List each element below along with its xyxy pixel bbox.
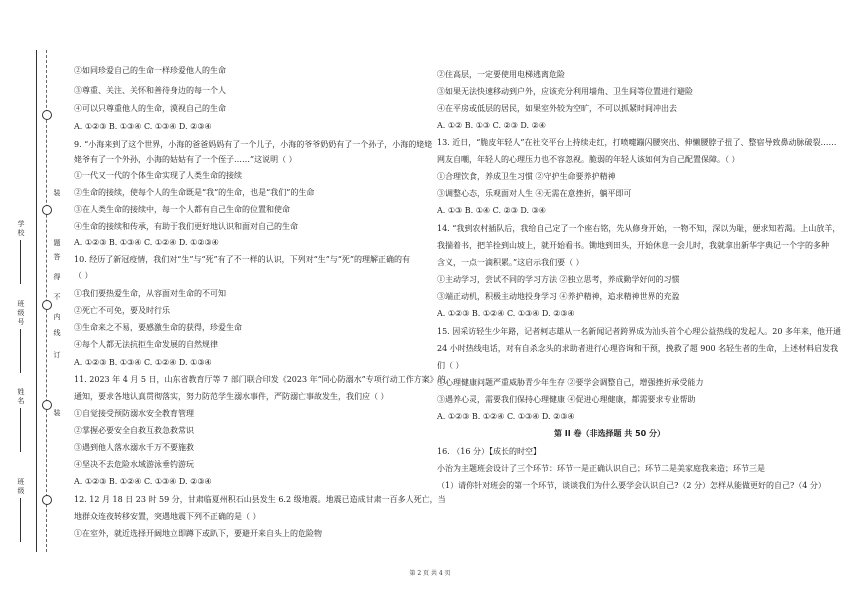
fill-in-line <box>20 329 22 373</box>
q14-stem: 我揣着书，把羊拴到山坡上，就开始看书。锄地到田头，开始休息一会儿时，我就拿出新华字典记一个字的多种 <box>437 241 829 250</box>
q10-option-2: ②死亡不可免，要及时行乐 <box>74 306 170 315</box>
q14-options: ①主动学习，尝试不同的学习方法 ②独立思考，养成勤学好问的习惯 <box>437 275 680 284</box>
q16-stem: 16. （16 分）【成长的时空】 <box>437 447 541 456</box>
q9-option-1: ①一代又一代的个体生命实现了人类生命的接续 <box>74 171 242 180</box>
seal-text: 内 <box>53 313 61 321</box>
q10-stem: 10. 经历了新冠疫情，我们对“生”与“死”有了不一样的认识，下列对“生”与“死”的理解正确的有 <box>74 255 410 264</box>
q16-subquestion: （1）请你针对班会的第一个环节，谈谈我们为什么要学会认识自己?（2 分）怎样从能做更好的自己?（4 分） <box>437 481 826 490</box>
q12-option-4: ④在平房或低层的居民，如果室外较为空旷，不可以抓紧时间冲出去 <box>437 104 677 113</box>
section-title: 第 II 卷（非选择题 共 50 分） <box>553 429 665 438</box>
q12-option-3: ③如果无法快速移动到户外，应该充分利用墙角、卫生间等位置进行避险 <box>437 87 693 96</box>
q13-options: ①合理饮食，养成卫生习惯 ②守护生命要养护精神 <box>437 172 616 181</box>
q11-option-2: ②掌握必要安全自救互救急救常识 <box>74 426 194 435</box>
q9-stem: 9. “小海来到了这个世界，小海的爸爸妈妈有了一个儿子，小海的爷爷奶奶有了一个孙子，小海的姥姥 <box>74 140 433 149</box>
page-footer: 第 2 页 共 4 页 <box>409 570 451 577</box>
binding-hole-icon <box>42 495 52 505</box>
q10-option-4: ④每个人都无法抗拒生命发展的自然规律 <box>74 340 218 349</box>
q15-stem: 们（ ） <box>437 361 464 370</box>
q14-options: ③端正动机，积极主动地投身学习 ④养护精神，追求精神世界的充盈 <box>437 292 680 301</box>
exam-number-field[interactable]: 班级号 <box>16 300 26 373</box>
q8-option-2: ②如同珍爱自己的生命一样珍爱他人的生命 <box>74 66 226 75</box>
q12-option-1: ①在室外，就近选择开阔地立即蹲下或趴下，要避开来自头上的危险物 <box>74 529 322 538</box>
q13-options: ③调整心态，乐观面对人生 ④无需在意挫折，躺平即可 <box>437 189 632 198</box>
school-field[interactable]: 学校 <box>16 220 26 284</box>
q9-stem: 姥爷有了一个外孙，小海的姑姑有了一个侄子……”这说明（ ） <box>74 155 297 164</box>
seal-text: 题 <box>53 239 61 247</box>
q11-option-4: ④坚决不去危险水域游泳垂钓游玩 <box>74 460 194 469</box>
q15-stem: 24 小时热线电话，对有自杀念头的求助者进行心理咨询和干预，挽救了超 900 名轻生者的生命，上述材料启发我 <box>437 344 839 353</box>
q11-option-3: ③遇到他人落水溺水千万不要施救 <box>74 443 194 452</box>
q11-choices: A. ①②③ B. ①②④ C. ①③④ D. ②③④ <box>74 477 212 486</box>
binding-hole-icon <box>42 300 52 310</box>
q14-stem: 含义，一点一滴积累。”这启示我们要（ ） <box>437 258 584 267</box>
class-field[interactable]: 班级 <box>16 478 26 542</box>
q15-options: ①心理健康问题严重威胁青少年生存 ②要学会调整自己，增强挫折承受能力 <box>437 378 704 387</box>
binding-hole-icon <box>42 110 52 120</box>
q11-option-1: ①自觉接受预防溺水安全教育管理 <box>74 409 194 418</box>
q8-option-3: ③尊重、关注、关怀和善待身边的每一个人 <box>74 86 226 95</box>
seal-text: 不 <box>53 293 61 301</box>
fill-in-line <box>20 408 22 452</box>
binding-margin <box>0 0 64 607</box>
q10-option-1: ①我们要热爱生命，从容面对生命的不可知 <box>74 289 226 298</box>
q11-stem: 通知，要求各地认真贯彻落实，努力防范学生溺水事件，严防溺亡事故发生，我们应（ ） <box>74 392 389 401</box>
seal-text: 装 <box>53 409 61 417</box>
q12-stem: 12. 12 月 18 日 23 时 59 分，甘肃临夏州积石山县发生 6.2 级地震。地震已造成甘肃一百多人死亡，当 <box>74 495 446 504</box>
seal-text: 答 <box>53 253 61 261</box>
q8-option-4: ④可以只尊重他人的生命，漠视自己的生命 <box>74 104 226 113</box>
binding-hole-icon <box>42 400 52 410</box>
q13-choices: A. ①③ B. ①④ C. ②③ D. ③④ <box>437 206 546 215</box>
q14-stem: 14. “我到农村插队后，我给自己定了一个座右铭，先从修身开始，一物不知，深以为耻，便求知若渴。上山放羊， <box>437 224 841 233</box>
q15-options: ③遇养心灵，需要我们保持心理健康 ④促进心理健康，都需要求专业帮助 <box>437 395 696 404</box>
q11-stem: 11. 2023 年 4 月 5 日，山东省教育厅等 7 部门联合印发《2023 年“同心防溺水”专项行动工作方案》的 <box>74 375 446 384</box>
fill-in-line <box>20 498 22 542</box>
q10-choices: A. ①②③ B. ①③④ C. ①②④ D. ①③④ <box>74 358 212 367</box>
q15-choices: A. ①②③ B. ①②④ C. ①③④ D. ②③④ <box>437 412 575 421</box>
q8-choices: A. ①②③ B. ①③④ C. ①③④ D. ②③④ <box>74 122 212 131</box>
seal-text: 得 <box>53 273 61 281</box>
seal-text: 线 <box>53 329 61 337</box>
q15-stem: 15. 因采访轻生少年路，记者柯志雄从一名新闻记者跨界成为汕头首个心理公益热线的发起人。20 多年来，他开通 <box>437 327 841 336</box>
q10-option-3: ③生命来之不易，要感激生命的获得，珍爱生命 <box>74 323 242 332</box>
seal-text: 订 <box>53 351 61 359</box>
q13-stem: 13. 近日，“脆皮年轻人”在社交平台上持续走红，打喷嚏蹦闪腰突出、伸懒腰脖子扭了、整宿导致鼻动脉破裂…… <box>437 138 837 147</box>
q9-option-2: ②生命的接续，使每个人的生命既是“我”的生命，也是“我们”的生命 <box>74 188 315 197</box>
fill-in-line <box>20 240 22 284</box>
name-field[interactable]: 姓名 <box>16 388 26 452</box>
q9-option-3: ③在人类生命的接续中，每一个人都有自己生命的位置和使命 <box>74 205 290 214</box>
q13-stem: 网友自嘲，年轻人的心理压力也不容忽视。脆弱的年轻人该如何为自己配置保障。（ ） <box>437 155 740 164</box>
q9-option-4: ④生命的接续和传承，有助于我们更好地认识和面对自己的生命 <box>74 222 298 231</box>
seal-text: 装 <box>53 189 61 197</box>
q9-choices: A. ①②③ B. ①③④ C. ①②④ D. ①②③④ <box>74 238 219 247</box>
q14-choices: A. ①②③ B. ①②④ C. ①③④ D. ②③④ <box>437 309 575 318</box>
binding-line <box>36 50 37 552</box>
binding-hole-icon <box>42 205 52 215</box>
q12-stem: 地群众连夜转移安置，突遇地震下列不正确的是（ ） <box>74 512 261 521</box>
q10-stem: （ ） <box>74 271 93 280</box>
q12-choices: A. ①② B. ①③ C. ②③ D. ②④ <box>437 121 546 130</box>
q16-text: 小治为主题班会设计了三个环节：环节一是正确认识自己；环节二是美家庭我来造；环节三是 <box>437 464 765 473</box>
q12-option-2: ②住高层，一定要使用电梯逃离危险 <box>437 70 565 79</box>
